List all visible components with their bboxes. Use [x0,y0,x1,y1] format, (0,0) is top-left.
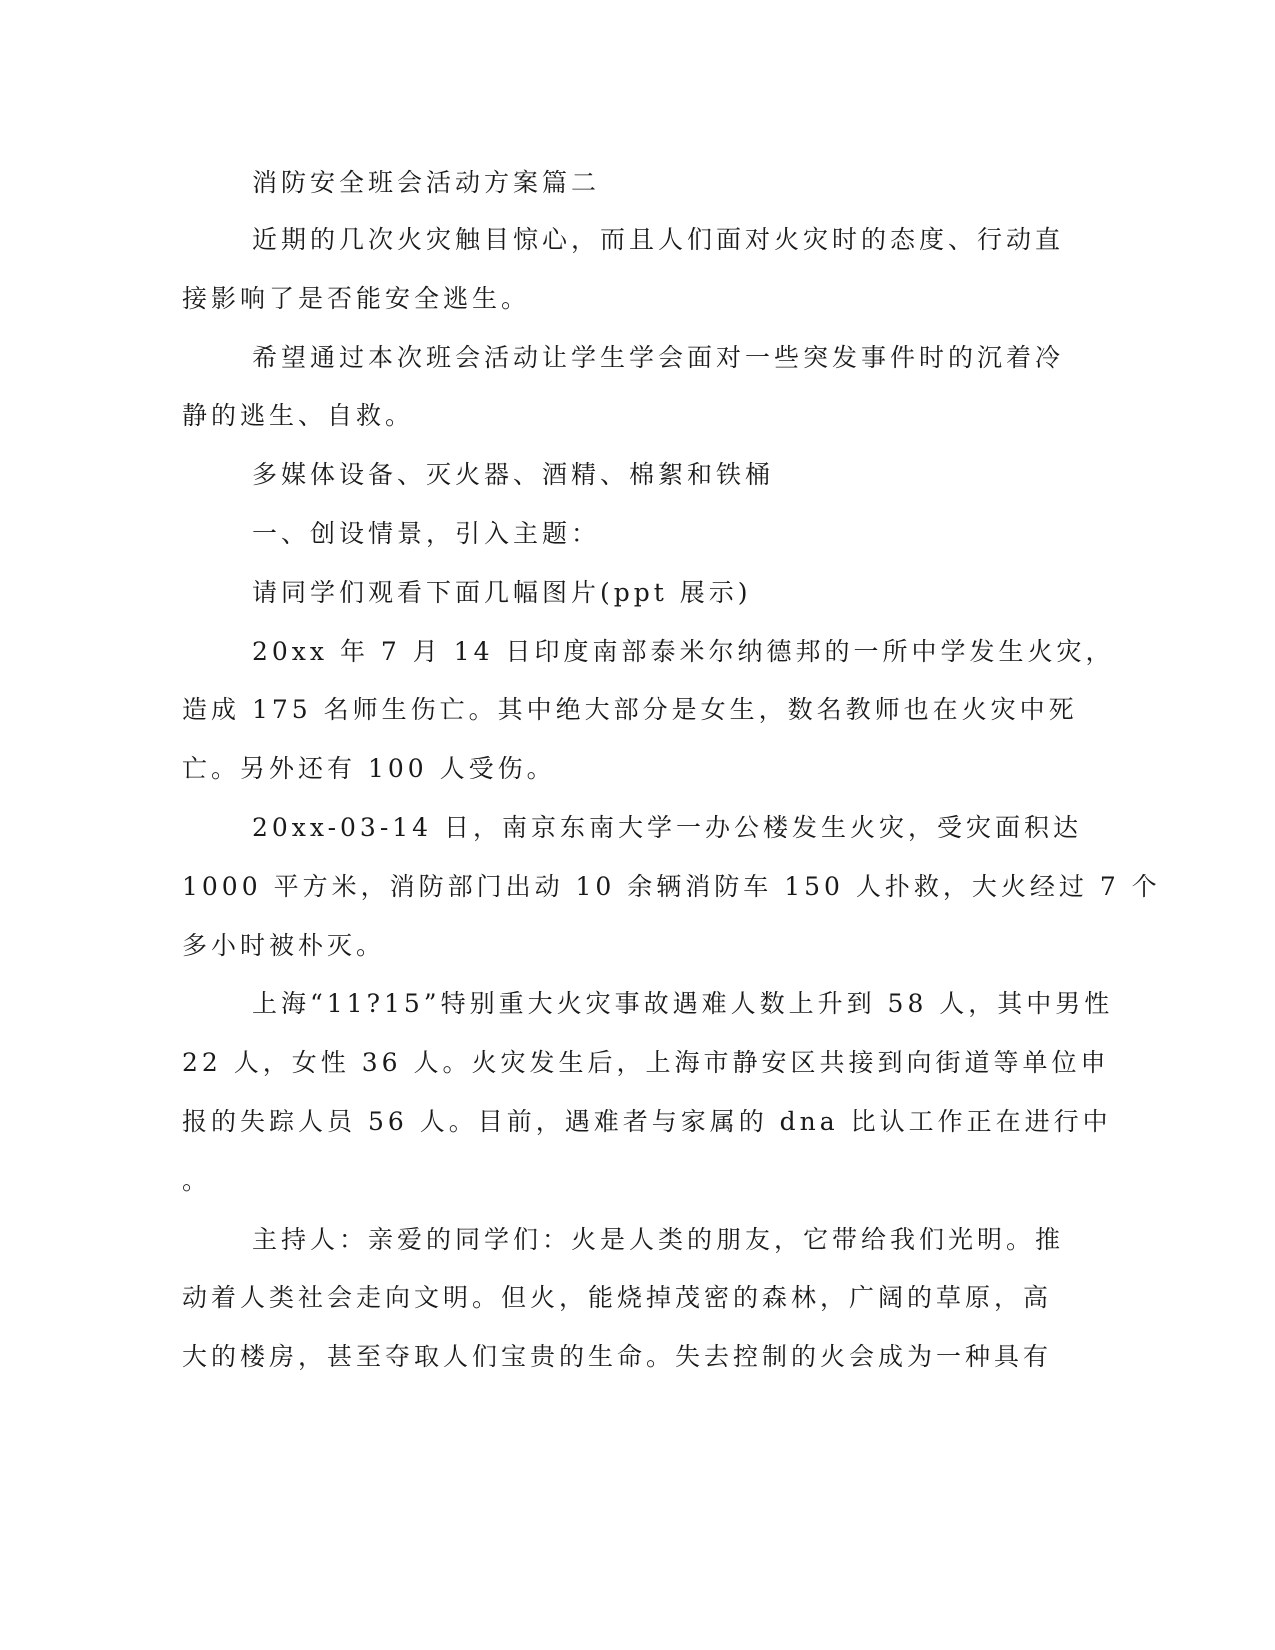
document-title: 消防安全班会活动方案篇二 [252,168,601,197]
paragraph-line: 报的失踪人员 56 人。目前，遇难者与家属的 dna 比认工作正在进行中 [182,1107,1112,1136]
paragraph-line: 多媒体设备、灭火器、酒精、棉絮和铁桶 [252,460,775,489]
paragraph-line: 请同学们观看下面几幅图片(ppt 展示) [252,578,752,607]
paragraph-line: 1000 平方米，消防部门出动 10 余辆消防车 150 人扑救，大火经过 7 个 [182,872,1161,901]
paragraph-line: 近期的几次火灾触目惊心，而且人们面对火灾时的态度、行动直 [252,225,1065,254]
paragraph-line: 静的逃生、自救。 [182,401,415,430]
paragraph-line: 。 [182,1166,212,1195]
paragraph-line: 上海“11?15”特别重大火灾事故遇难人数上升到 58 人，其中男性 [252,989,1114,1018]
paragraph-line: 动着人类社会走向文明。但火，能烧掉茂密的森林，广阔的草原，高 [182,1283,1053,1312]
paragraph-line: 20xx-03-14 日，南京东南大学一办公楼发生火灾，受灾面积达 [252,813,1083,842]
paragraph-line: 接影响了是否能安全逃生。 [182,284,531,313]
paragraph-line: 造成 175 名师生伤亡。其中绝大部分是女生，数名教师也在火灾中死 [182,695,1078,724]
paragraph-line: 亡。另外还有 100 人受伤。 [182,754,556,783]
paragraph-line: 多小时被朴灭。 [182,931,386,960]
paragraph-line: 主持人：亲爱的同学们：火是人类的朋友，它带给我们光明。推 [252,1225,1065,1254]
paragraph-line: 一、创设情景，引入主题： [252,519,601,548]
paragraph-line: 22 人，女性 36 人。火灾发生后，上海市静安区共接到向街道等单位申 [182,1048,1110,1077]
paragraph-line: 20xx 年 7 月 14 日印度南部泰米尔纳德邦的一所中学发生火灾， [252,637,1115,666]
paragraph-line: 大的楼房，甚至夺取人们宝贵的生命。失去控制的火会成为一种具有 [182,1342,1053,1371]
paragraph-line: 希望通过本次班会活动让学生学会面对一些突发事件时的沉着冷 [252,343,1065,372]
